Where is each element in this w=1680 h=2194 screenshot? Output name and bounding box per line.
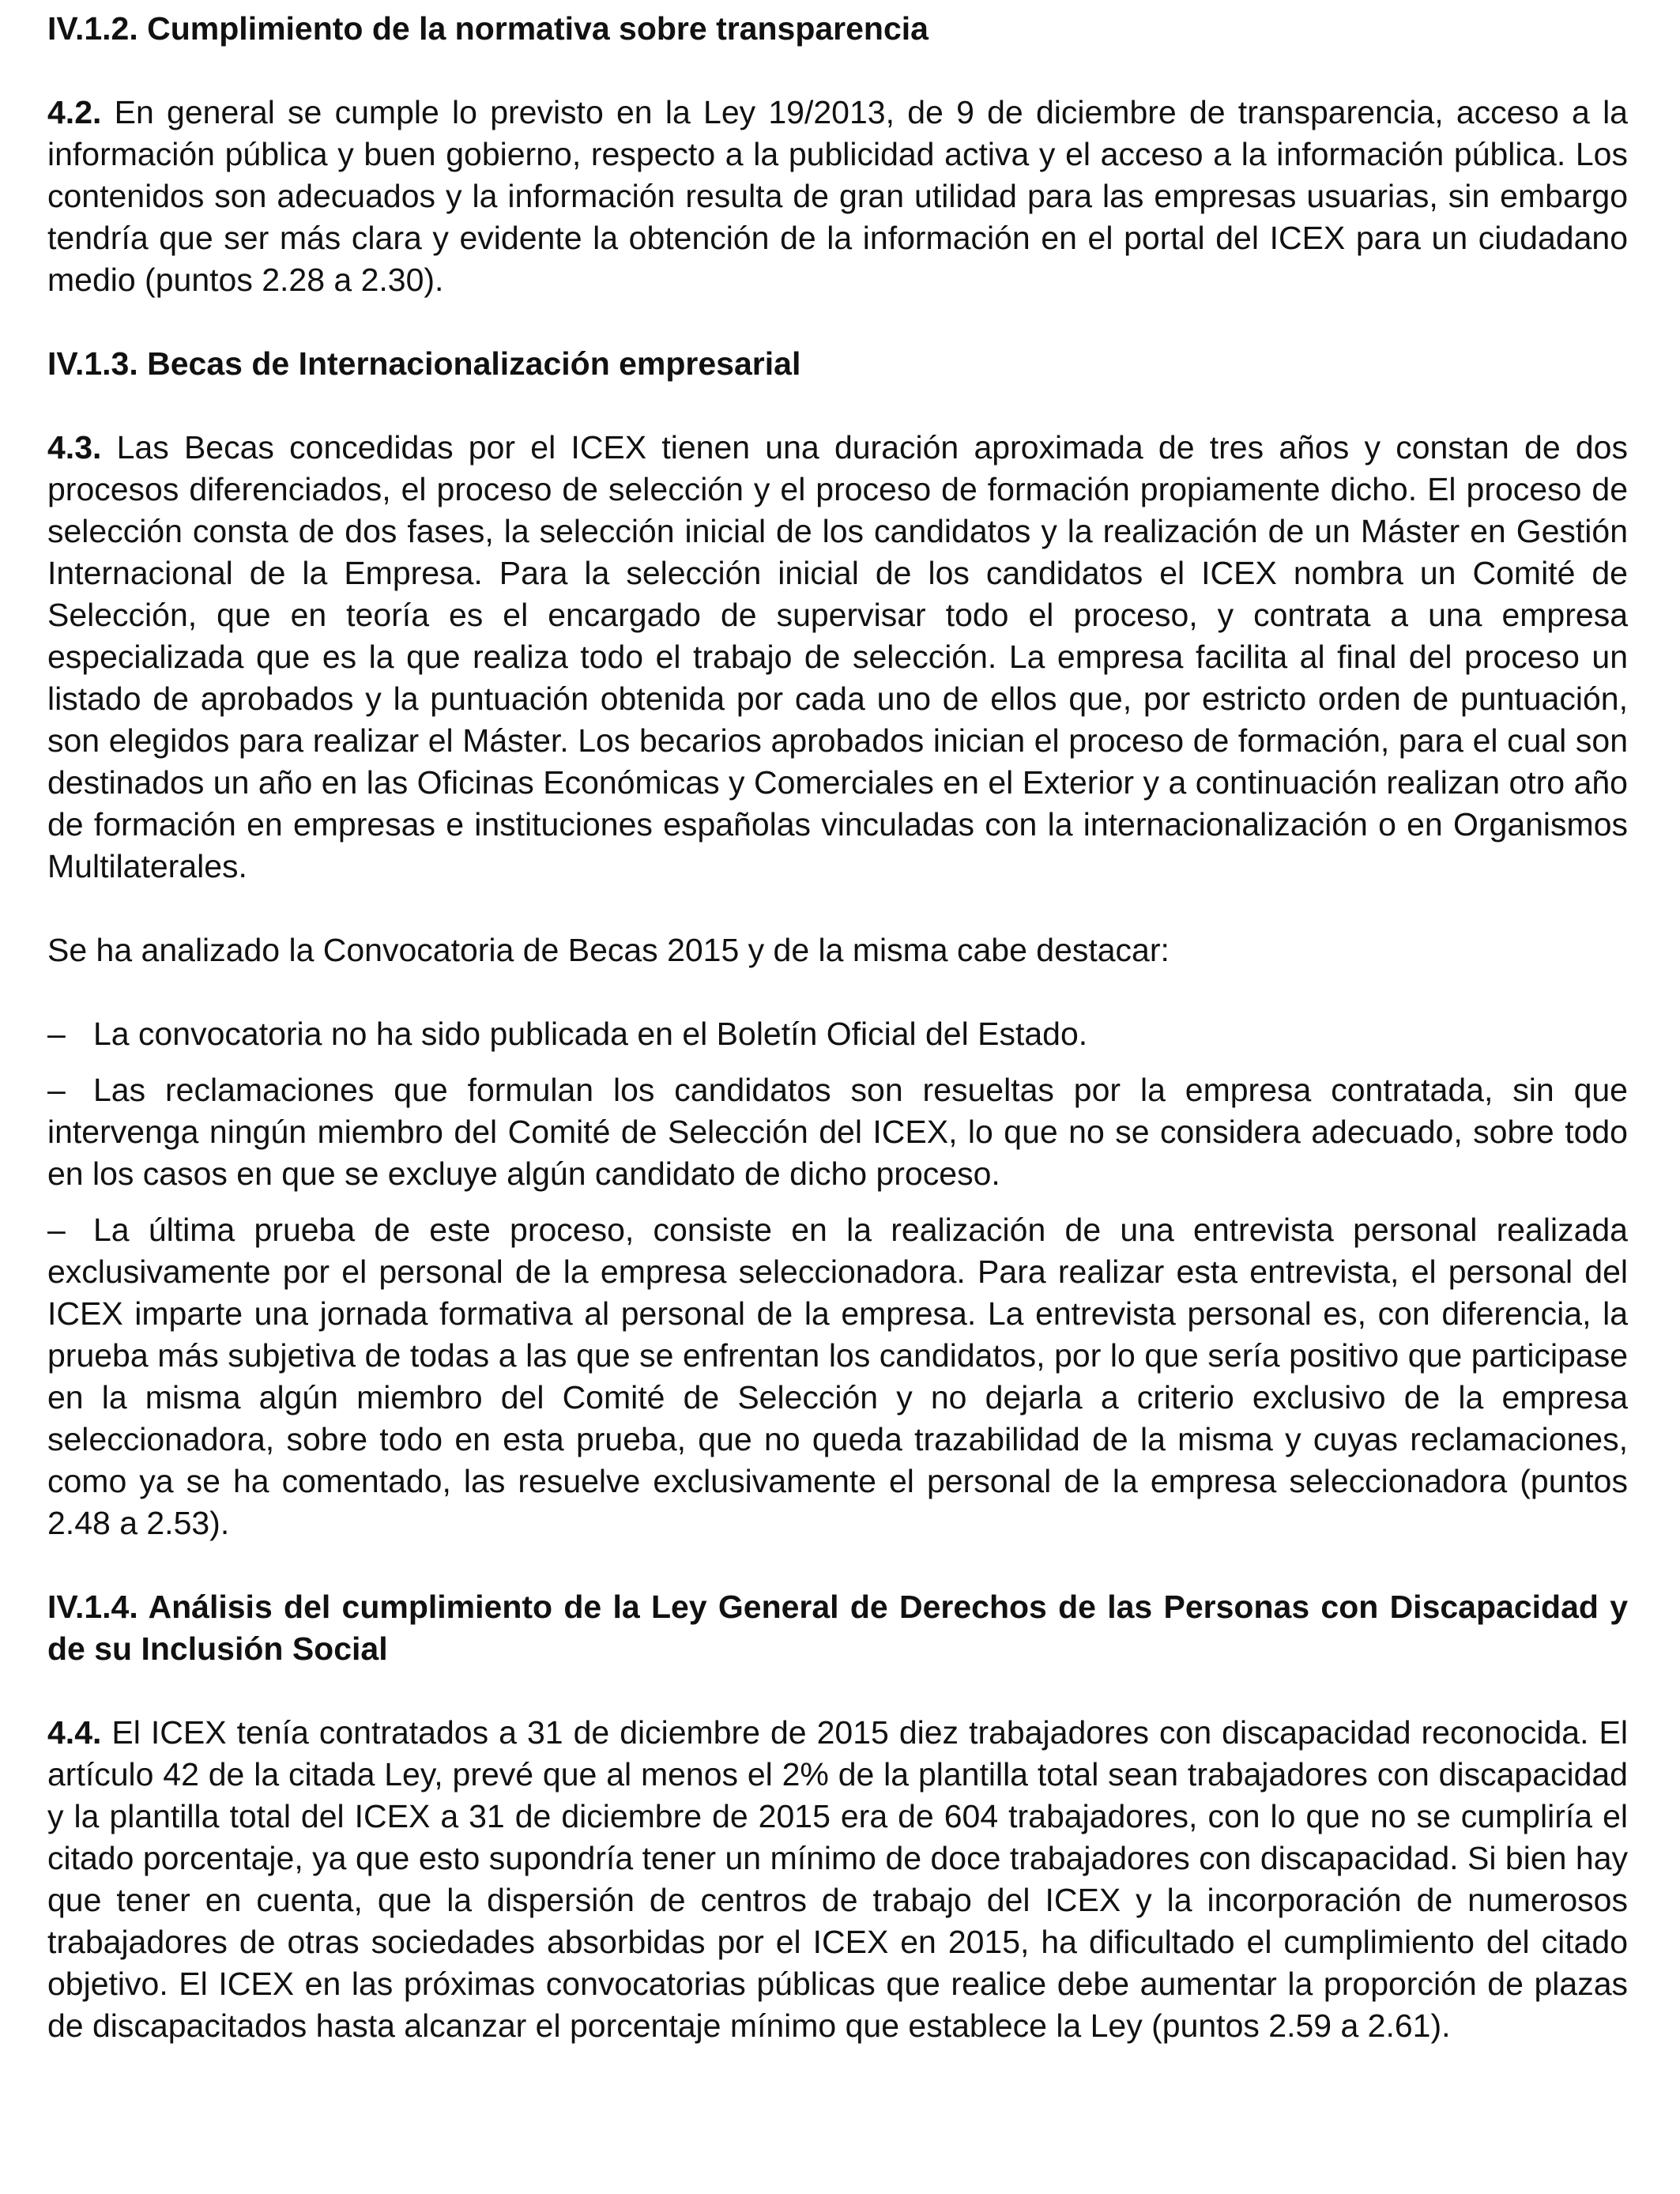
convocatoria-intro: Se ha analizado la Convocatoria de Becas 2015 y de la misma cabe destacar: (47, 932, 1170, 968)
bullet-text: Las reclamaciones que formulan los candidatos son resueltas por la empresa contratada, sin que intervenga ningún miembro del Comité de Selección del ICEX, lo que no se considera adecuado, sobre todo en los casos en que se excluye algún candidato de dicho proceso. (47, 1072, 1628, 1192)
section-heading-iv-1-3: IV.1.3. Becas de Internacionalización empresarial (47, 345, 801, 382)
section-heading-iv-1-4: IV.1.4. Análisis del cumplimiento de la Ley General de Derechos de las Personas con Discapacidad y de su Inclusión Social (47, 1589, 1628, 1667)
paragraph-number: 4.2. (47, 94, 102, 130)
paragraph-4-2 (47, 92, 1628, 301)
spacer (47, 1195, 1628, 1209)
paragraph-text: El ICEX tenía contratados a 31 de diciembre de 2015 diez trabajadores con discapacidad reconocida. El artículo 42 de la citada Ley, prevé que al menos el 2% de la plantilla total sean trabajadores con discapacidad y la plantilla total del ICEX a 31 de diciembre de 2015 era de 604 trabajadores, con lo que no se cumpliría el citado porcentaje, ya que esto supondría tener un mínimo de doce trabajadores con discapacidad. Si bien hay que tener en cuenta, que la dispersión de centros de trabajo del ICEX y la incorporación de numerosos trabajadores de otras sociedades absorbidas por el ICEX en 2015, ha dificultado el cumplimiento del citado objetivo. El ICEX en las próximas convocatorias públicas que realice debe aumentar la proporción de plazas de discapacitados hasta alcanzar el porcentaje mínimo que establece la Ley (puntos 2.59 a 2.61). (47, 1714, 1628, 2044)
bullet-item (47, 1069, 1628, 1195)
dash-marker: – (47, 1016, 66, 1052)
spacer (47, 1670, 1628, 1712)
spacer (47, 888, 1628, 929)
document-page (47, 8, 1628, 2047)
spacer (47, 385, 1628, 427)
spacer (47, 50, 1628, 92)
bullet-text: La última prueba de este proceso, consiste en la realización de una entrevista personal realizada exclusivamente por el personal de la empresa seleccionadora. Para realizar esta entrevista, el personal del ICEX imparte una jornada formativa al personal de la empresa. La entrevista personal es, con diferencia, la prueba más subjetiva de todas a las que se enfrentan los candidatos, por lo que sería positivo que participase en la misma algún miembro del Comité de Selección y no dejarla a criterio exclusivo de la empresa seleccionadora, sobre todo en esta prueba, que no queda trazabilidad de la misma y cuyas reclamaciones, como ya se ha comentado, las resuelve exclusivamente el personal de la empresa seleccionadora (puntos 2.48 a 2.53). (47, 1212, 1628, 1541)
paragraph-4-4 (47, 1712, 1628, 2047)
paragraph-4-3 (47, 427, 1628, 888)
spacer (47, 971, 1628, 1013)
paragraph-number: 4.4. (47, 1714, 102, 1751)
spacer (47, 1544, 1628, 1586)
spacer (47, 301, 1628, 343)
section-heading-iv-1-2: IV.1.2. Cumplimiento de la normativa sobre transparencia (47, 10, 929, 47)
bullet-item (47, 1209, 1628, 1544)
paragraph-text: Las Becas concedidas por el ICEX tienen una duración aproximada de tres años y constan de dos procesos diferenciados, el proceso de selección y el proceso de formación propiamente dicho. El proceso de selección consta de dos fases, la selección inicial de los candidatos y la realización de un Máster en Gestión Internacional de la Empresa. Para la selección inicial de los candidatos el ICEX nombra un Comité de Selección, que en teoría es el encargado de supervisar todo el proceso, y contrata a una empresa especializada que es la que realiza todo el trabajo de selección. La empresa facilita al final del proceso un listado de aprobados y la puntuación obtenida por cada uno de ellos que, por estricto orden de puntuación, son elegidos para realizar el Máster. Los becarios aprobados inician el proceso de formación, para el cual son destinados un año en las Oficinas Económicas y Comerciales en el Exterior y a continuación realizan otro año de formación en empresas e instituciones españolas vinculadas con la internacionalización o en Organismos Multilaterales. (47, 429, 1628, 884)
spacer (47, 1055, 1628, 1069)
bullet-text: La convocatoria no ha sido publicada en el Boletín Oficial del Estado. (93, 1016, 1088, 1052)
bullet-item (47, 1013, 1628, 1055)
dash-marker: – (47, 1212, 66, 1248)
dash-marker: – (47, 1072, 66, 1108)
paragraph-text: En general se cumple lo previsto en la Ley 19/2013, de 9 de diciembre de transparencia, acceso a la información pública y buen gobierno, respecto a la publicidad activa y el acceso a la información pública. Los contenidos son adecuados y la información resulta de gran utilidad para las empresas usuarias, sin embargo tendría que ser más clara y evidente la obtención de la información en el portal del ICEX para un ciudadano medio (puntos 2.28 a 2.30). (47, 94, 1628, 298)
paragraph-number: 4.3. (47, 429, 102, 466)
